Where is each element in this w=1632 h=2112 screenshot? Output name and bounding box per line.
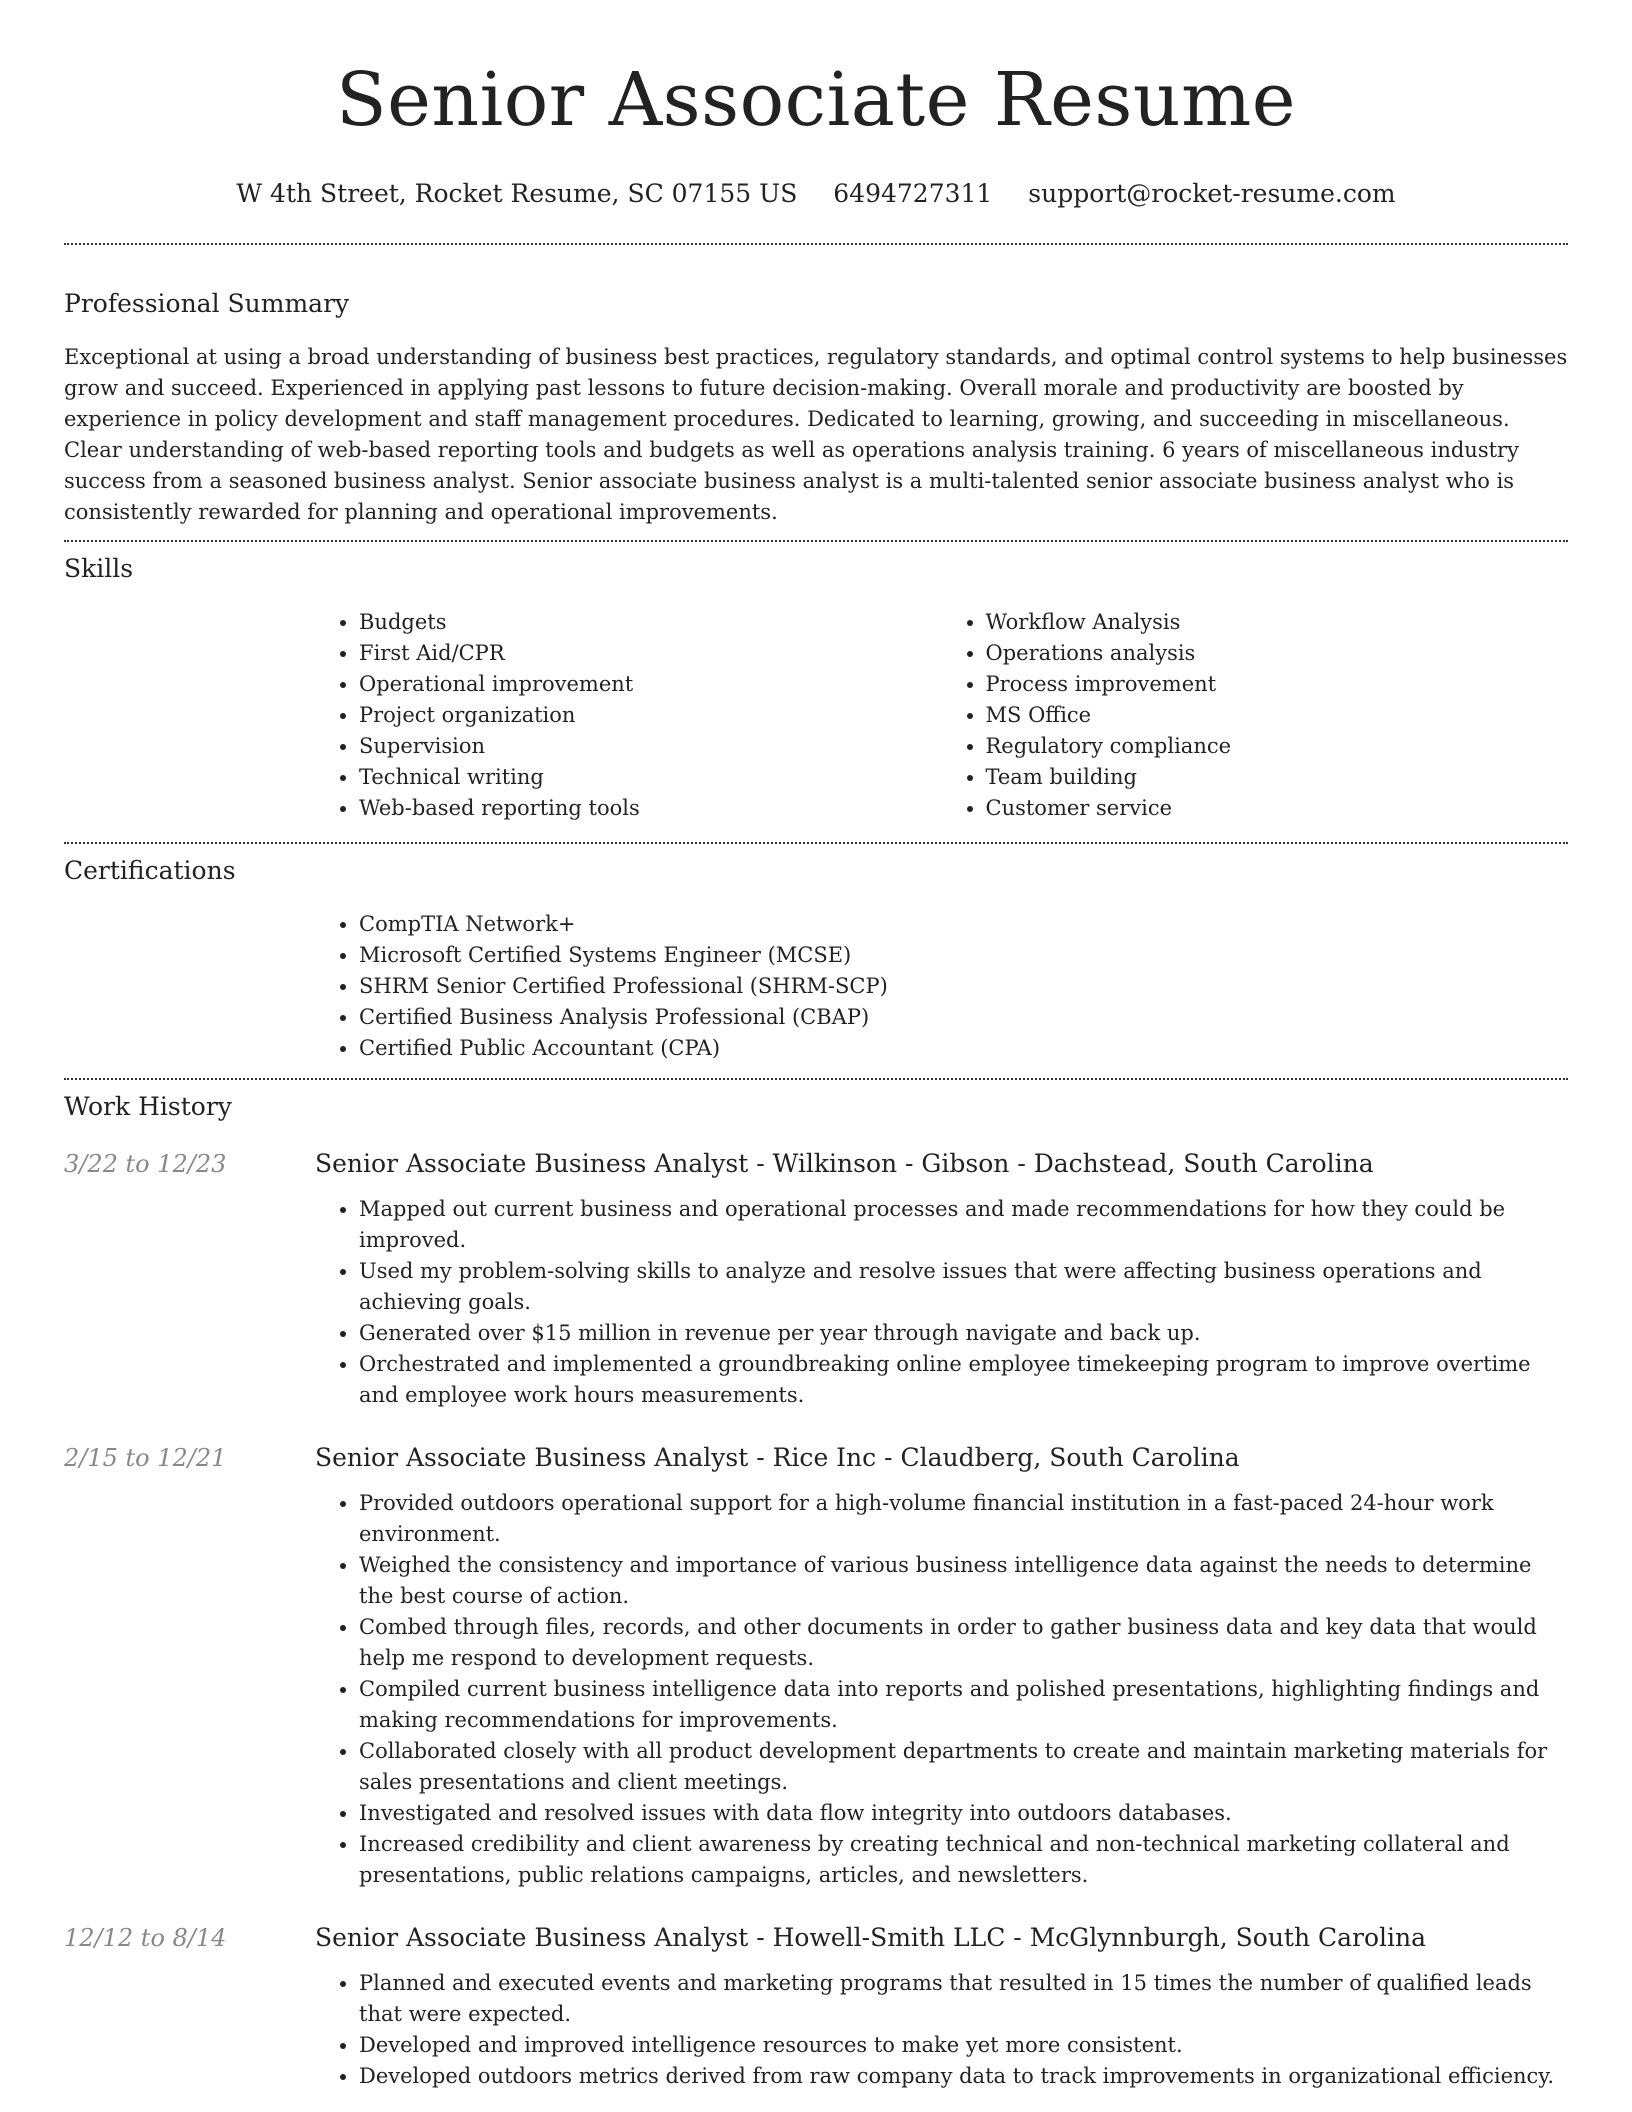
contact-email: support@rocket-resume.com [1028, 179, 1396, 208]
skill-item: • Project organization [359, 700, 942, 731]
skill-item: • Regulatory compliance [986, 731, 1569, 762]
job-bullet: • Increased credibility and client awareness by creating technical and non-technical marketing collateral and presentations, public relations campaigns, articles, and newsletters. [359, 1829, 1568, 1891]
divider [64, 842, 1568, 844]
job-dates: 3/22 to 12/23 [64, 1150, 227, 1178]
certification-item: • CompTIA Network+ [359, 909, 1568, 940]
job-bullets [315, 1194, 1568, 1411]
job-bullet: • Collaborated closely with all product development departments to create and maintain marketing materials for sales presentations and client meetings. [359, 1736, 1568, 1798]
job-bullet: • Compiled current business intelligence data into reports and polished presentations, highlighting findings and making recommendations for improvements. [359, 1674, 1568, 1736]
job-bullets [315, 1488, 1568, 1891]
job-dates: 12/12 to 8/14 [64, 1924, 227, 1952]
job-bullet: • Developed and improved intelligence resources to make yet more consistent. [359, 2030, 1568, 2061]
skill-item: • Web-based reporting tools [359, 793, 942, 824]
divider [64, 243, 1568, 245]
skills-list [315, 607, 1568, 824]
certifications-list [315, 909, 1568, 1064]
job-bullets [315, 1968, 1568, 2092]
skill-item: • Supervision [359, 731, 942, 762]
job-header [64, 1922, 1568, 1954]
resume-page [64, 0, 1568, 2092]
section-title-summary: Professional Summary [64, 289, 350, 318]
job-header [64, 1442, 1568, 1474]
skill-item: • Customer service [986, 793, 1569, 824]
skill-item: • MS Office [986, 700, 1569, 731]
skills-column-left [315, 607, 942, 824]
skills-column-right [942, 607, 1569, 824]
certification-item: • Certified Public Accountant (CPA) [359, 1033, 1568, 1064]
skill-item: • First Aid/CPR [359, 638, 942, 669]
job-bullet: • Weighed the consistency and importance of various business intelligence data against the needs to determine the best course of action. [359, 1550, 1568, 1612]
skill-item: • Budgets [359, 607, 942, 638]
job-bullet: • Developed outdoors metrics derived from raw company data to track improvements in organizational efficiency. [359, 2061, 1568, 2092]
skill-item: • Process improvement [986, 669, 1569, 700]
job-header [64, 1148, 1568, 1180]
job-bullet: • Mapped out current business and operational processes and made recommendations for how they could be improved. [359, 1194, 1568, 1256]
divider [64, 1078, 1568, 1080]
job-bullet: • Investigated and resolved issues with data flow integrity into outdoors databases. [359, 1798, 1568, 1829]
skill-item: • Workflow Analysis [986, 607, 1569, 638]
skill-item: • Operational improvement [359, 669, 942, 700]
contact-phone: 6494727311 [833, 179, 993, 208]
section-title-work-history: Work History [64, 1092, 232, 1121]
divider [64, 540, 1568, 542]
job-dates: 2/15 to 12/21 [64, 1444, 227, 1472]
job-bullet: • Planned and executed events and marketing programs that resulted in 15 times the number of qualified leads that were expected. [359, 1968, 1568, 2030]
contact-line [64, 178, 1568, 210]
job-bullet: • Combed through files, records, and other documents in order to gather business data and key data that would help me respond to development requests. [359, 1612, 1568, 1674]
skill-item: • Operations analysis [986, 638, 1569, 669]
certification-item: • SHRM Senior Certified Professional (SHRM-SCP) [359, 971, 1568, 1002]
job-bullet: • Used my problem-solving skills to analyze and resolve issues that were affecting business operations and achieving goals. [359, 1256, 1568, 1318]
job-bullet: • Generated over $15 million in revenue per year through navigate and back up. [359, 1318, 1568, 1349]
skill-item: • Team building [986, 762, 1569, 793]
skill-item: • Technical writing [359, 762, 942, 793]
job-title: Senior Associate Business Analyst - Wilkinson - Gibson - Dachstead, South Carolina [315, 1149, 1374, 1178]
section-title-certifications: Certifications [64, 856, 236, 885]
job-bullet: • Orchestrated and implemented a groundbreaking online employee timekeeping program to improve overtime and employee work hours measurements. [359, 1349, 1568, 1411]
resume-title: Senior Associate Resume [335, 57, 1297, 143]
certification-item: • Certified Business Analysis Professional (CBAP) [359, 1002, 1568, 1033]
section-title-skills: Skills [64, 554, 134, 583]
certification-item: • Microsoft Certified Systems Engineer (MCSE) [359, 940, 1568, 971]
job-title: Senior Associate Business Analyst - Rice Inc - Claudberg, South Carolina [315, 1443, 1240, 1472]
contact-address: W 4th Street, Rocket Resume, SC 07155 US [236, 179, 798, 208]
summary-text: Exceptional at using a broad understanding of business best practices, regulatory standards, and optimal control systems to help businesses grow and succeed. Experienced in applying past lessons to future decision-making. Overall morale and productivity are boosted by experience in policy development and staff management procedures. Dedicated to learning, growing, and succeeding in miscellaneous. Clear understanding of web-based reporting tools and budgets as well as operations analysis training. 6 years of miscellaneous industry success from a seasoned business analyst. Senior associate business analyst is a multi-talented senior associate business analyst who is consistently rewarded for planning and operational improvements. [64, 345, 1568, 524]
job-bullet: • Provided outdoors operational support for a high-volume financial institution in a fast-paced 24-hour work environment. [359, 1488, 1568, 1550]
job-title: Senior Associate Business Analyst - Howell-Smith LLC - McGlynnburgh, South Carolina [315, 1923, 1427, 1952]
